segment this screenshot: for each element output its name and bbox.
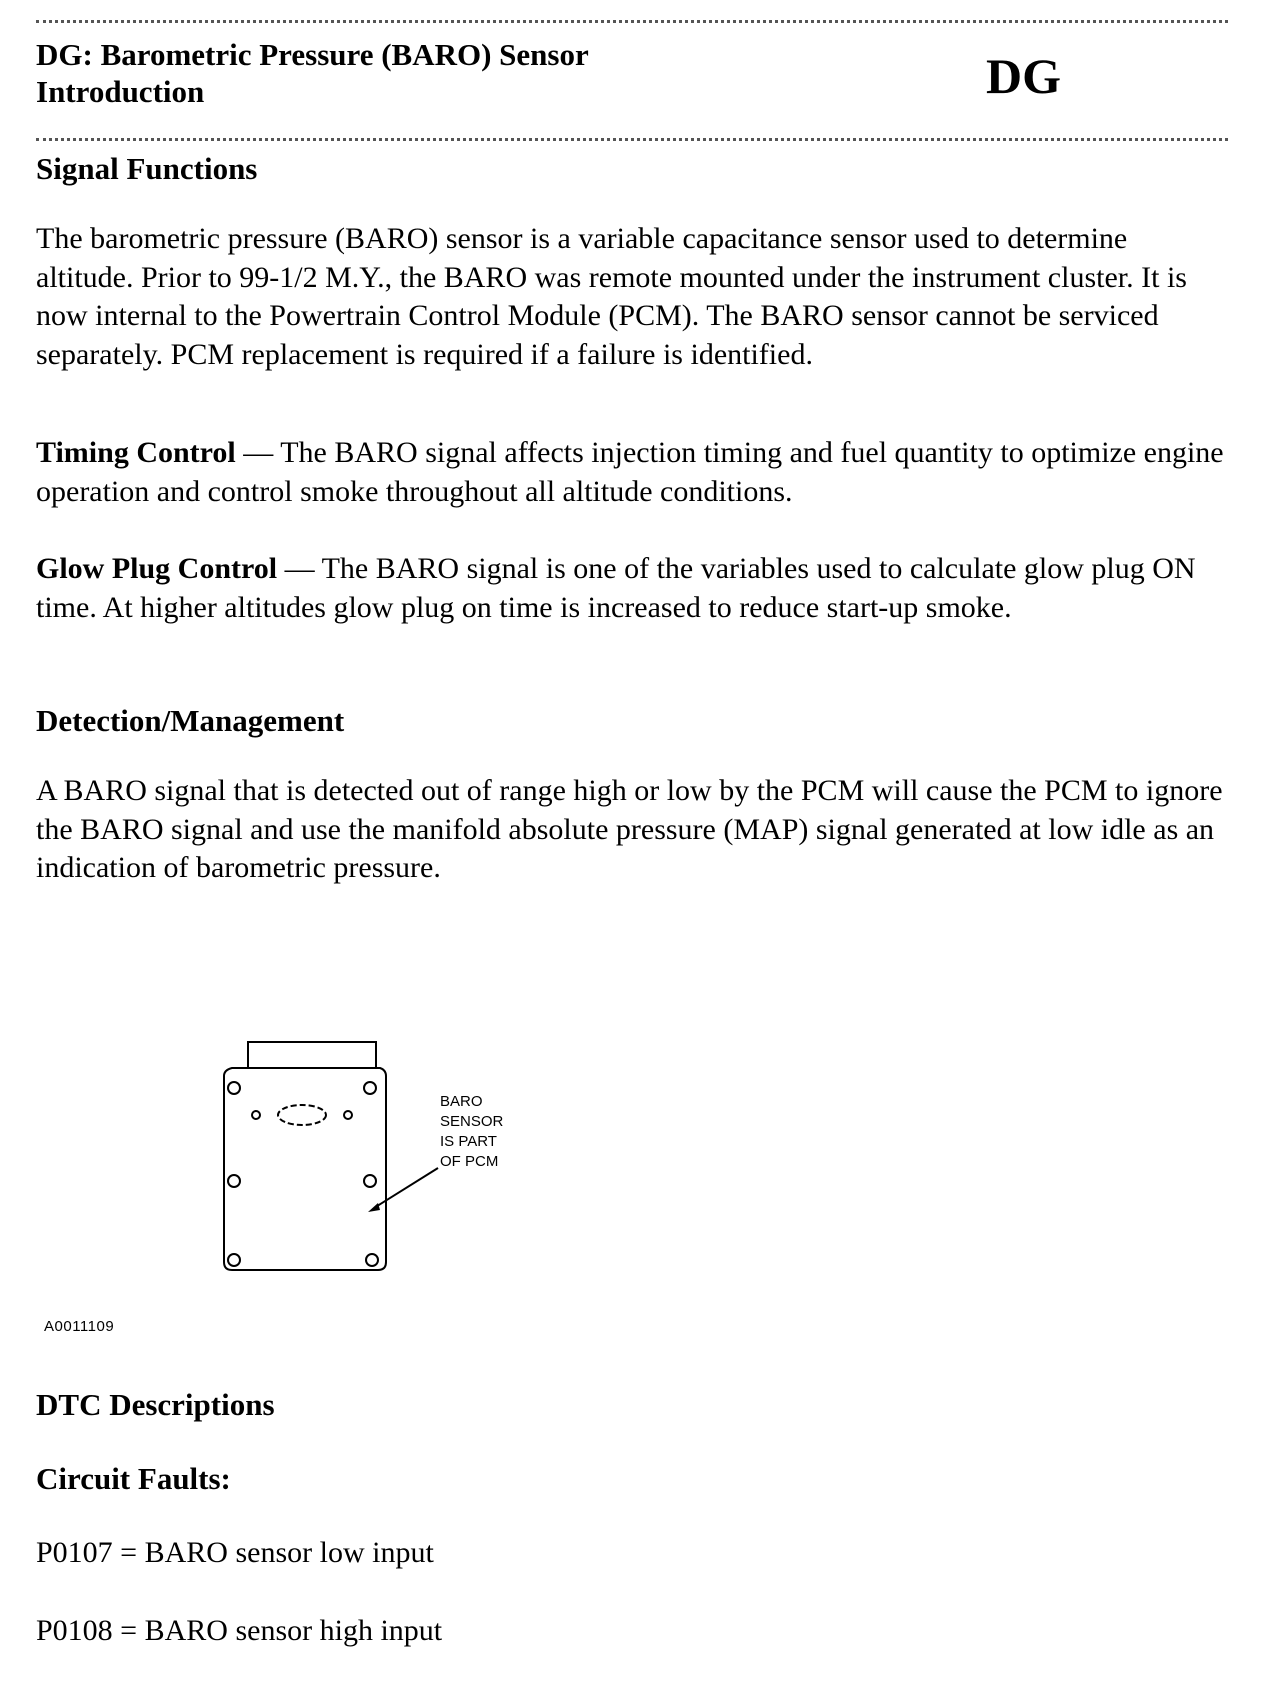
detection-heading: Detection/Management — [36, 703, 345, 738]
figure-label-line: BARO — [440, 1093, 483, 1110]
arrow-icon — [368, 1203, 380, 1212]
figure-label-line: OF PCM — [440, 1153, 499, 1170]
section-code: DG — [986, 48, 1061, 104]
glow-plug-paragraph — [36, 550, 1226, 627]
header-rule — [36, 138, 1228, 141]
timing-control-label: Timing Control — [36, 436, 236, 469]
circuit-faults-heading: Circuit Faults: — [36, 1461, 231, 1496]
figure-id: A0011109 — [44, 1318, 115, 1335]
figure-label-line: IS PART — [440, 1133, 497, 1150]
title-line-2: Introduction — [36, 74, 205, 109]
pcm-baro-diagram — [210, 1040, 560, 1300]
timing-control-paragraph — [36, 434, 1226, 511]
leader-line — [374, 1168, 438, 1208]
mount-hole-icon — [366, 1254, 378, 1266]
mount-hole-icon — [228, 1254, 240, 1266]
small-hole-icon — [252, 1111, 260, 1119]
pcm-housing — [224, 1068, 386, 1270]
title-line-1: DG: Barometric Pressure (BARO) Sensor — [36, 37, 589, 72]
baro-sensor-outline — [278, 1105, 326, 1125]
dtc-heading: DTC Descriptions — [36, 1387, 275, 1422]
dtc-item: P0107 = BARO sensor low input — [36, 1536, 434, 1569]
glow-plug-label: Glow Plug Control — [36, 552, 278, 585]
mount-hole-icon — [364, 1082, 376, 1094]
dtc-item: P0108 = BARO sensor high input — [36, 1614, 443, 1647]
pcm-connector — [248, 1042, 376, 1068]
mount-hole-icon — [228, 1175, 240, 1187]
timing-control-text: — The BARO signal affects injection timing and fuel quantity to optimize engine operation and control smoke throughout all altitude conditions. — [36, 436, 1224, 508]
signal-functions-heading: Signal Functions — [36, 151, 258, 186]
small-hole-icon — [344, 1111, 352, 1119]
mount-hole-icon — [228, 1082, 240, 1094]
top-rule — [36, 20, 1228, 23]
page-title — [36, 36, 589, 110]
figure-label-line: SENSOR — [440, 1113, 504, 1130]
glow-plug-text: — The BARO signal is one of the variables used to calculate glow plug ON time. At higher altitudes glow plug on time is increased to reduce start-up smoke. — [36, 552, 1196, 624]
mount-hole-icon — [364, 1175, 376, 1187]
detection-text: A BARO signal that is detected out of range high or low by the PCM will cause the PCM to ignore the BARO signal and use the manifold absolute pressure (MAP) signal generated at low idle as an indication of barometric pressure. — [36, 774, 1223, 884]
signal-functions-intro: The barometric pressure (BARO) sensor is a variable capacitance sensor used to determine altitude. Prior to 99-1/2 M.Y., the BARO was remote mounted under the instrument cluster. It is now internal to the Powertrain Control Module (PCM). The BARO sensor cannot be serviced separately. PCM replacement is required if a failure is identified. — [36, 222, 1187, 371]
